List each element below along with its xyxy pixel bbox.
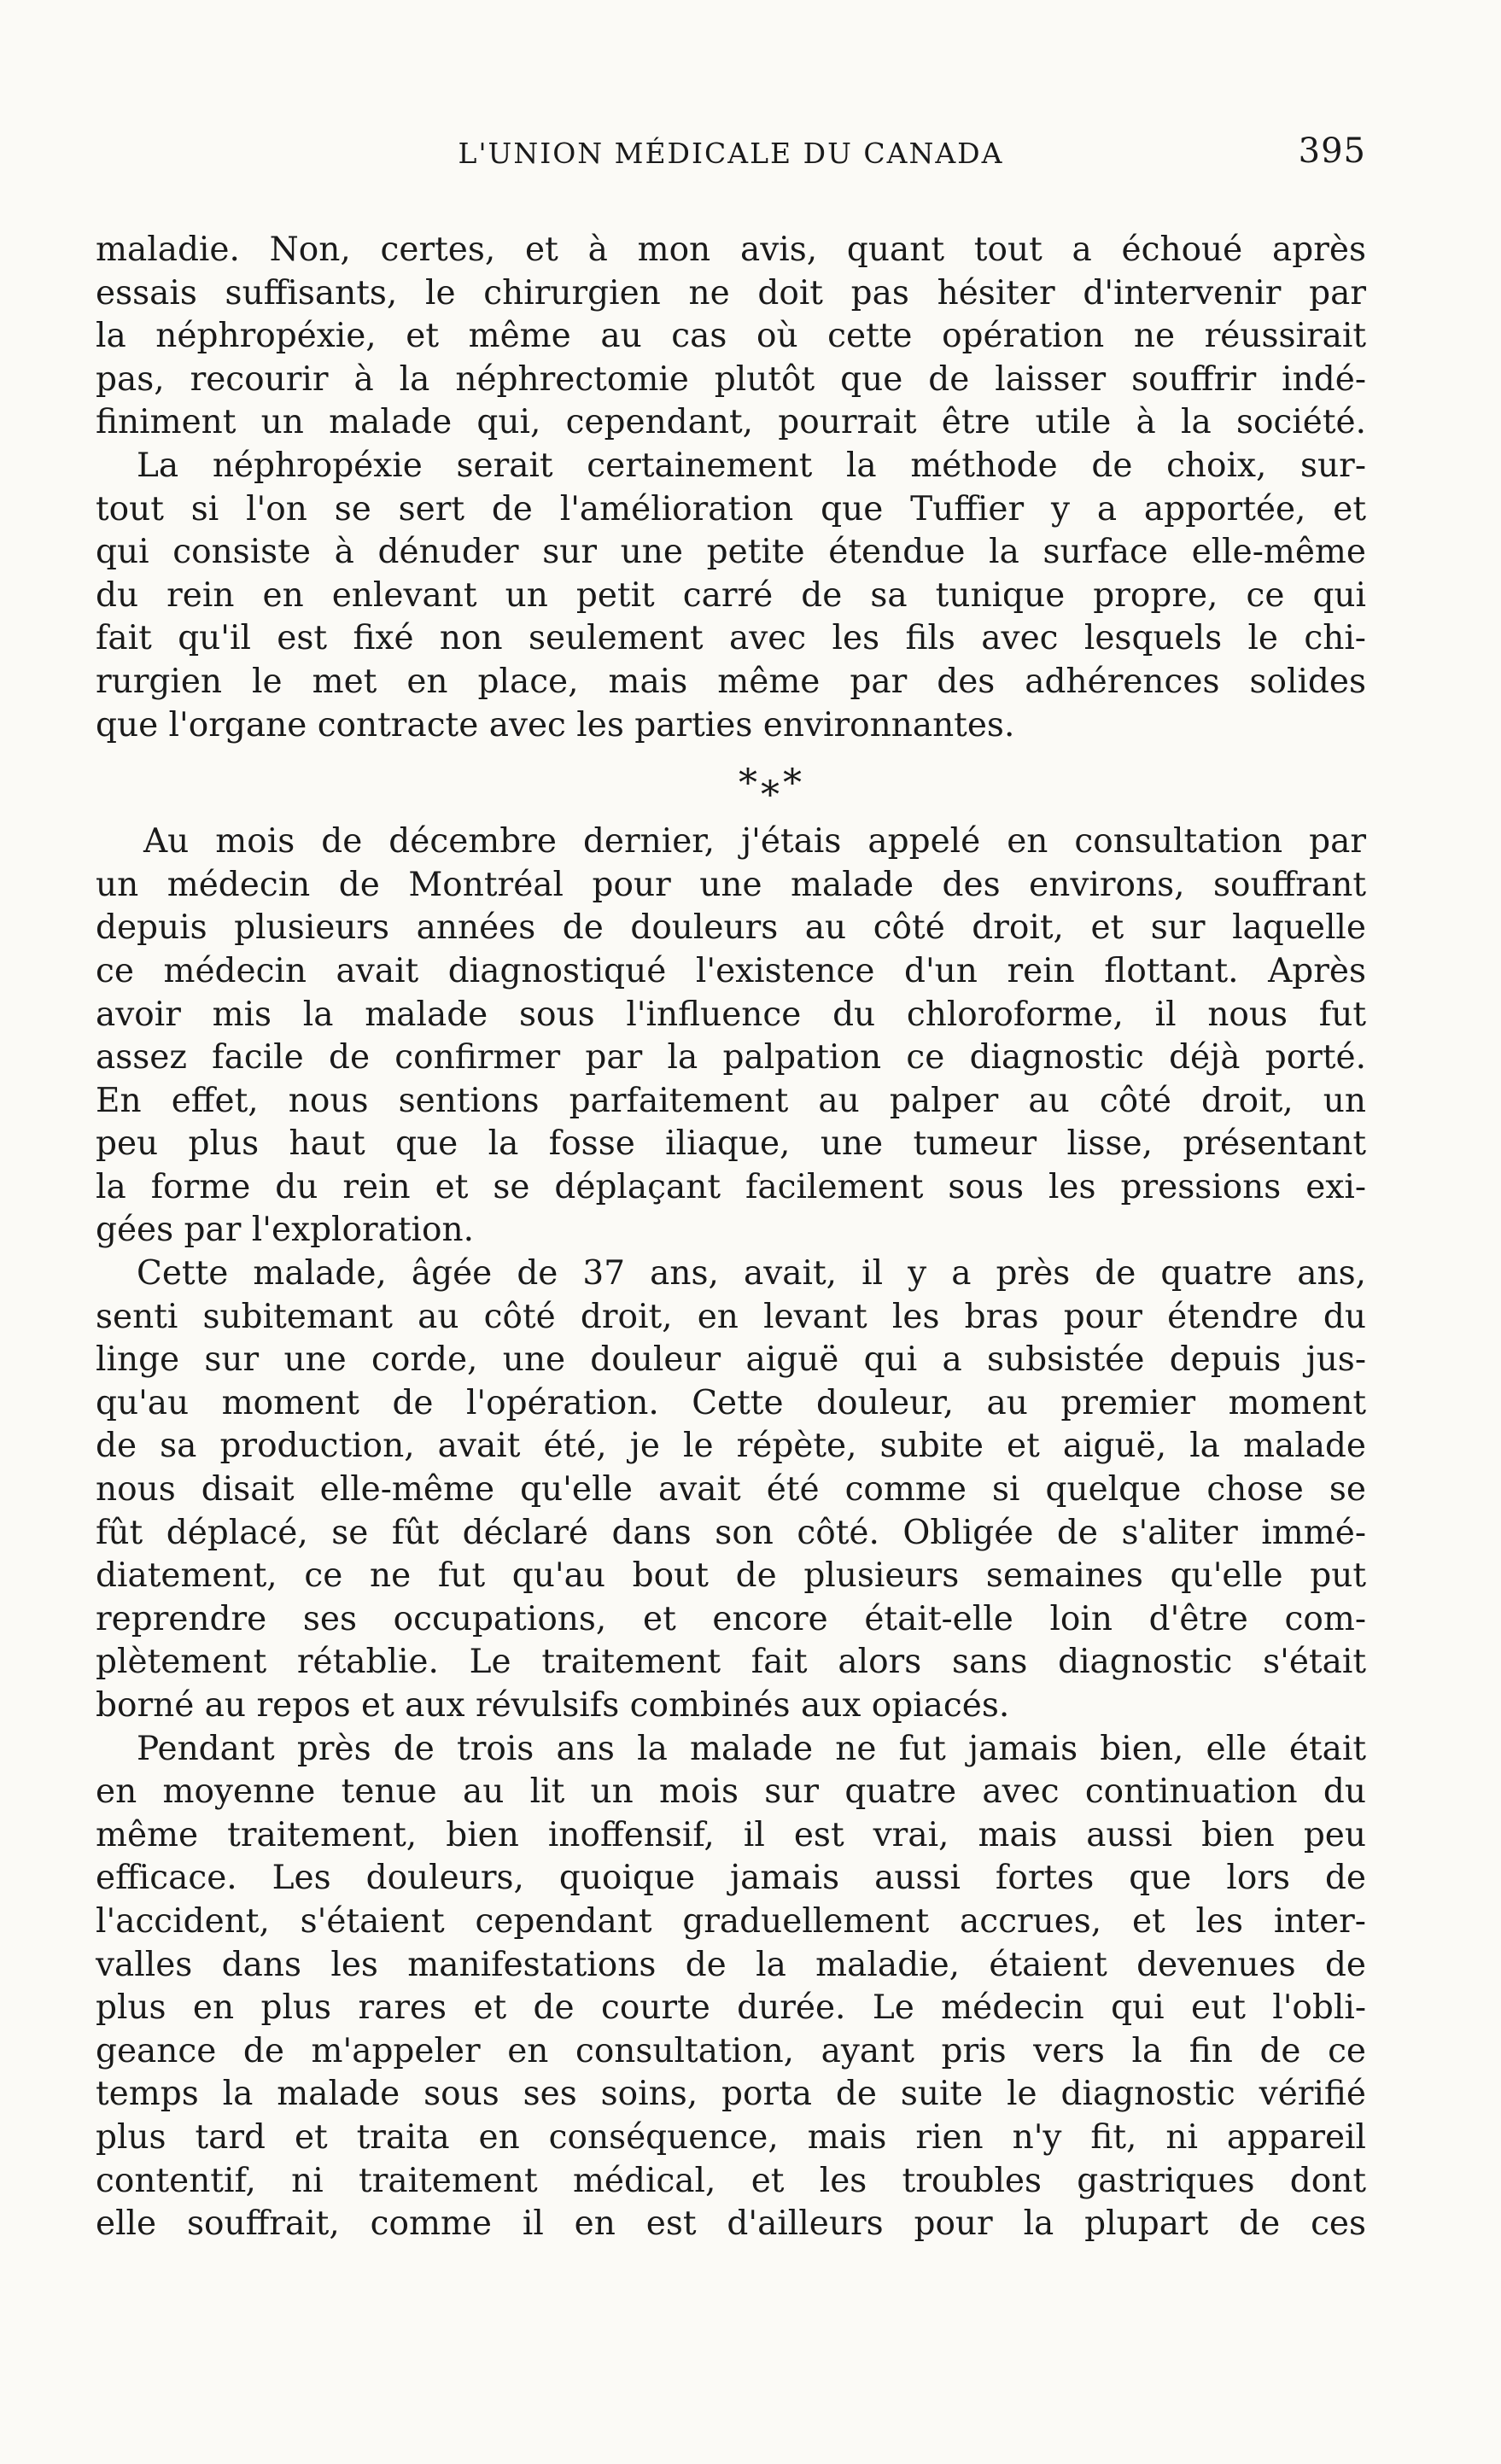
- section-ornament: *⁎*: [739, 762, 805, 806]
- text-line: rurgien le met en place, mais même par des adhérences solides: [96, 662, 1366, 701]
- text-line: plètement rétablie. Le traitement fait alors sans diagnostic s'était: [96, 1643, 1366, 1682]
- text-line: efficace. Les douleurs, quoique jamais aussi fortes que lors de: [96, 1859, 1366, 1898]
- text-line: temps la malade sous ses soins, porta de suite le diagnostic vérifié: [96, 2075, 1366, 2114]
- text-line: fait qu'il est fixé non seulement avec les fils avec lesquels le chi-: [96, 619, 1366, 658]
- text-line: valles dans les manifestations de la maladie, étaient devenues de: [96, 1945, 1366, 1984]
- text-line: Pendant près de trois ans la malade ne fut jamais bien, elle était: [137, 1729, 1366, 1768]
- text-line: du rein en enlevant un petit carré de sa tunique propre, ce qui: [96, 575, 1366, 615]
- text-line: senti subitemant au côté droit, en levant les bras pour étendre du: [96, 1297, 1366, 1336]
- text-line: La néphropéxie serait certainement la méthode de choix, sur-: [137, 446, 1366, 485]
- text-line: la forme du rein et se déplaçant facilement sous les pressions exi-: [96, 1167, 1366, 1206]
- text-line: qui consiste à dénuder sur une petite étendue la surface elle-même: [96, 533, 1366, 572]
- text-line: de sa production, avait été, je le répète, subite et aiguë, la malade: [96, 1427, 1366, 1466]
- text-line: qu'au moment de l'opération. Cette douleur, au premier moment: [96, 1383, 1366, 1422]
- text-line: linge sur une corde, une douleur aiguë qui a subsistée depuis jus-: [96, 1340, 1366, 1380]
- text-line: en moyenne tenue au lit un mois sur quatre avec continuation du: [96, 1772, 1366, 1812]
- text-line: diatement, ce ne fut qu'au bout de plusieurs semaines qu'elle put: [96, 1556, 1366, 1596]
- text-line: reprendre ses occupations, et encore était-elle loin d'être com-: [96, 1599, 1366, 1638]
- text-line: contentif, ni traitement médical, et les troubles gastriques dont: [96, 2161, 1366, 2200]
- text-line: un médecin de Montréal pour une malade des environs, souffrant: [96, 865, 1366, 904]
- text-line: En effet, nous sentions parfaitement au palper au côté droit, un: [96, 1081, 1366, 1120]
- text-line: la néphropéxie, et même au cas où cette opération ne réussirait: [96, 317, 1366, 356]
- text-line: même traitement, bien inoffensif, il est vrai, mais aussi bien peu: [96, 1815, 1366, 1854]
- text-line: gées par l'exploration.: [96, 1211, 475, 1250]
- text-line: fût déplacé, se fût déclaré dans son côté. Obligée de s'aliter immé-: [96, 1513, 1366, 1552]
- text-line: avoir mis la malade sous l'influence du chloroforme, il nous fut: [96, 995, 1366, 1034]
- text-line: assez facile de confirmer par la palpation ce diagnostic déjà porté.: [96, 1038, 1366, 1077]
- text-line: elle souffrait, comme il en est d'ailleurs pour la plupart de ces: [96, 2204, 1366, 2244]
- text-line: que l'organe contracte avec les parties environnantes.: [96, 705, 1015, 744]
- text-line: nous disait elle-même qu'elle avait été comme si quelque chose se: [96, 1470, 1366, 1509]
- running-header: [96, 131, 1366, 188]
- text-line: tout si l'on se sert de l'amélioration que Tuffier y a apportée, et: [96, 489, 1366, 528]
- text-line: l'accident, s'étaient cependant graduellement accrues, et les inter-: [96, 1901, 1366, 1941]
- text-line: essais suffisants, le chirurgien ne doit pas hésiter d'intervenir par: [96, 273, 1366, 312]
- running-title: L'UNION MÉDICALE DU CANADA: [458, 137, 1004, 170]
- text-line: peu plus haut que la fosse iliaque, une tumeur lisse, présentant: [96, 1124, 1366, 1164]
- text-line: Cette malade, âgée de 37 ans, avait, il y a près de quatre ans,: [137, 1254, 1366, 1293]
- text-line: ce médecin avait diagnostiqué l'existence d'un rein flottant. Après: [96, 951, 1366, 990]
- text-line: depuis plusieurs années de douleurs au côté droit, et sur laquelle: [96, 908, 1366, 948]
- text-line: geance de m'appeler en consultation, ayant pris vers la fin de ce: [96, 2031, 1366, 2070]
- text-line: Au mois de décembre dernier, j'étais appelé en consultation par: [143, 822, 1366, 861]
- text-line: borné au repos et aux révulsifs combinés aux opiacés.: [96, 1686, 1010, 1725]
- text-line: maladie. Non, certes, et à mon avis, quant tout a échoué après: [96, 231, 1366, 269]
- text-line: plus en plus rares et de courte durée. Le médecin qui eut l'obli-: [96, 1988, 1366, 2028]
- text-line: plus tard et traita en conséquence, mais rien n'y fit, ni appareil: [96, 2117, 1366, 2157]
- page-number: 395: [1298, 131, 1366, 171]
- body-text: [96, 229, 1366, 2246]
- text-line: finiment un malade qui, cependant, pourrait être utile à la société.: [96, 403, 1366, 442]
- text-line: pas, recourir à la néphrectomie plutôt que de laisser souffrir indé-: [96, 359, 1366, 399]
